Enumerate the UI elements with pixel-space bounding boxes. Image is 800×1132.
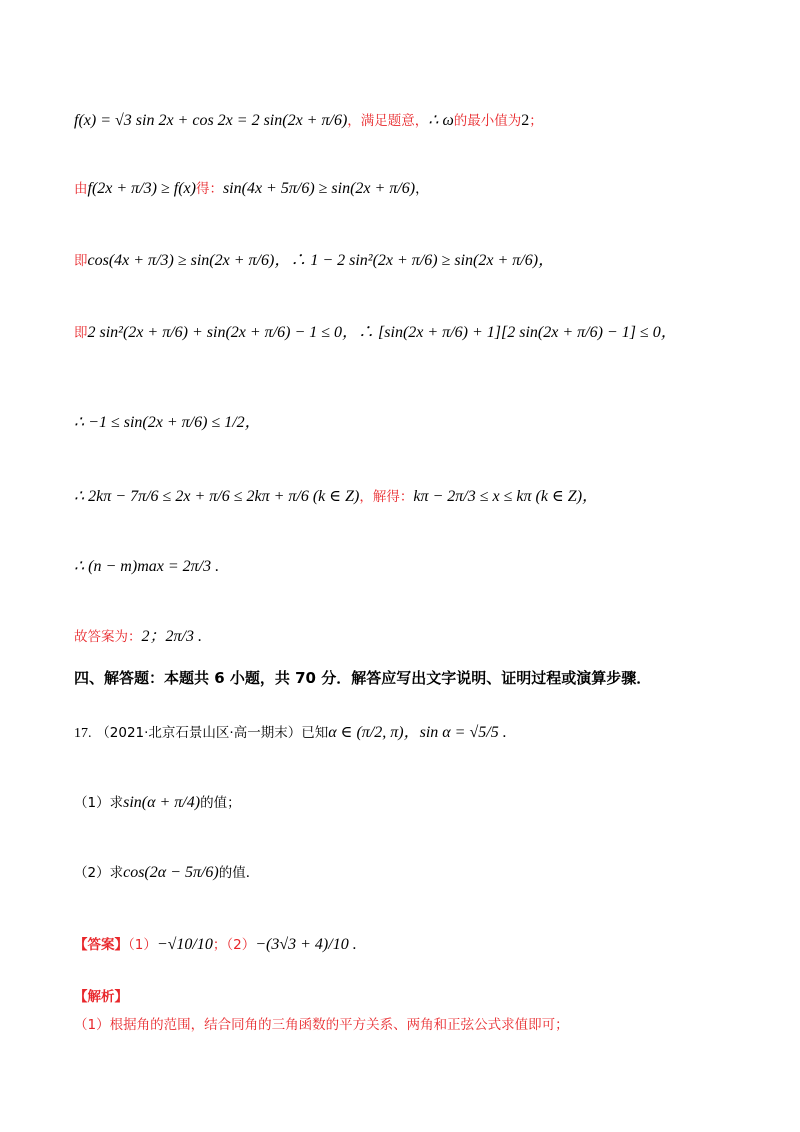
part-label: （2）求 [74, 865, 124, 881]
formula: ∴ −1 ≤ sin(2x + π/6) ≤ 1/2， [74, 414, 261, 431]
prefix: 故答案为： [74, 629, 142, 645]
prefix: 即 [74, 325, 88, 341]
final-answer-line [74, 626, 202, 647]
solution-line-6 [74, 486, 598, 507]
answer-separator: ； [212, 937, 227, 953]
note: 的最小值为 [453, 113, 522, 129]
formula: f(x) = √3 sin 2x + cos 2x = 2 sin(2x + π/6) [74, 112, 348, 129]
formula: f(2x + π/3) ≥ f(x) [87, 180, 196, 197]
prefix: 由 [74, 181, 88, 197]
note: 得： [195, 181, 223, 197]
solution-line-5 [74, 412, 261, 433]
note: ，解得： [359, 489, 414, 505]
punctuation: ； [529, 113, 543, 129]
solution-line-2 [74, 178, 429, 199]
question-number: 17. [74, 726, 92, 741]
formula: ∴ ω [428, 112, 454, 129]
formula: α ∈ (π/2, π)，sin α = √5/5 . [328, 724, 507, 741]
formula: 2；2π/3 . [141, 628, 202, 645]
analysis-line-1 [74, 1014, 569, 1035]
formula: sin(4x + 5π/6) ≥ sin(2x + π/6) [222, 180, 416, 197]
answer-1-label: （1） [128, 937, 157, 953]
answer-2: −(3√3 + 4)/10 . [255, 936, 357, 953]
solution-line-1 [74, 110, 543, 131]
solution-line-3 [74, 250, 554, 271]
answer-tag: 【答案】 [74, 937, 128, 953]
answer-1: −√10/10 [156, 936, 213, 953]
formula: ∴ 2kπ − 7π/6 ≤ 2x + π/6 ≤ 2kπ + π/6 (k ∈ Z) [74, 488, 360, 505]
note: ，满足题意， [347, 113, 429, 129]
part-label: （1）求 [74, 795, 124, 811]
prefix: 即 [74, 253, 88, 269]
formula: cos(4x + π/3) ≥ sin(2x + π/6)，∴ 1 − 2 sin²(2x + π/6) ≥ sin(2x + π/6)， [87, 252, 555, 269]
solution-line-4 [74, 322, 677, 343]
question-source: （2021·北京石景山区·高一期末）已知 [96, 725, 329, 741]
question-17 [74, 722, 507, 744]
formula: 2 sin²(2x + π/6) + sin(2x + π/6) − 1 ≤ 0，∴ [sin(2x + π/6) + 1][2 sin(2x + π/6) − 1] ≤ 0， [87, 324, 677, 341]
value: 2 [521, 112, 530, 129]
formula: cos(2α − 5π/6) [123, 864, 219, 881]
question-17-part-1 [74, 792, 241, 813]
answer-2-label: （2） [226, 937, 256, 953]
formula: ∴ (n − m)max = 2π/3 . [74, 558, 220, 575]
heading-text: 四、解答题：本题共 6 小题，共 70 分．解答应写出文字说明、证明过程或演算步骤． [74, 669, 652, 687]
answer-line [74, 934, 357, 955]
formula: kπ − 2π/3 ≤ x ≤ kπ (k ∈ Z)， [413, 488, 599, 505]
analysis-text: （1）根据角的范围，结合同角的三角函数的平方关系、两角和正弦公式求值即可； [74, 1017, 569, 1033]
section-heading [74, 668, 651, 688]
question-17-part-2 [74, 862, 259, 883]
solution-line-7 [74, 556, 219, 577]
part-end: 的值． [218, 865, 260, 881]
punctuation: ， [415, 181, 429, 197]
formula: sin(α + π/4) [123, 794, 201, 811]
analysis-tag-text: 【解析】 [74, 989, 128, 1005]
part-end: 的值； [200, 795, 241, 811]
analysis-tag [74, 986, 128, 1007]
